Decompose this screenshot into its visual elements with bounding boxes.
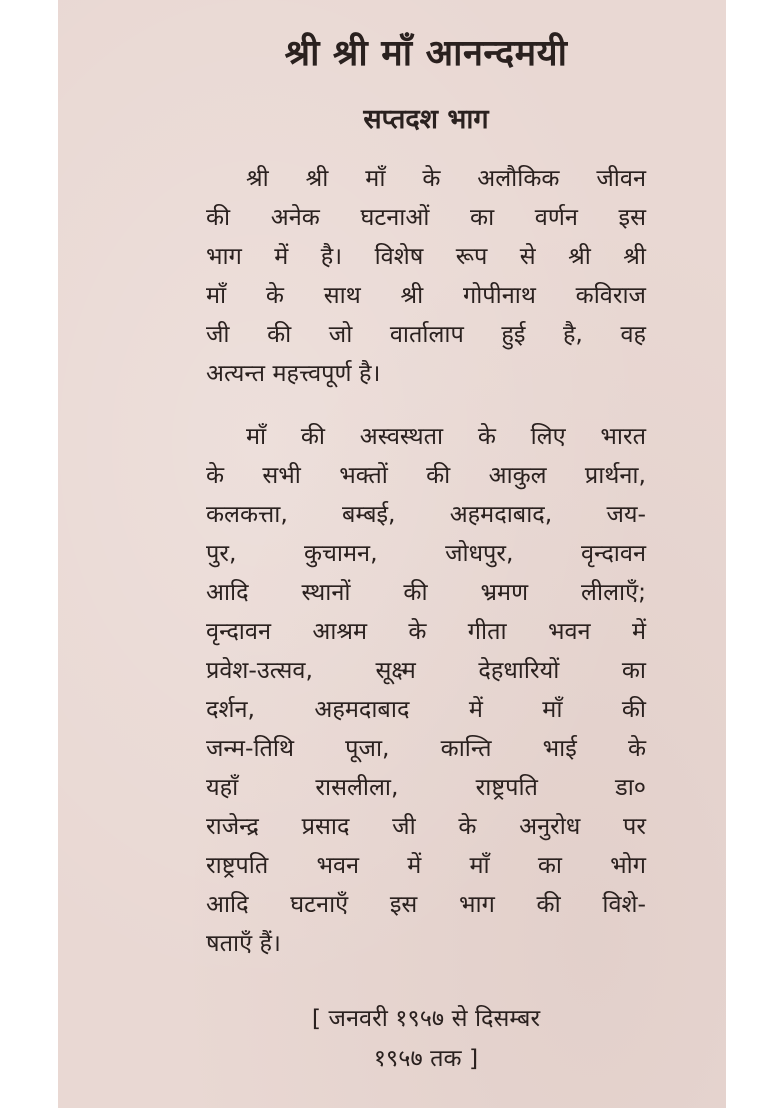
paragraph-line: माँ के साथ श्री गोपीनाथ कविराज (206, 281, 646, 309)
paragraph-line: भाग में है। विशेष रूप से श्री श्री (206, 242, 646, 270)
volume-subtitle: सप्तदश भाग (363, 104, 489, 135)
paragraph-line: अत्यन्त महत्त्वपूर्ण है। (206, 359, 381, 387)
paragraph-line: राजेन्द्र प्रसाद जी के अनुरोध पर (206, 812, 646, 840)
paragraph-line: प्रवेश-उत्सव, सूक्ष्म देहधारियों का (206, 656, 646, 684)
paragraph-line: वृन्दावन आश्रम के गीता भवन में (206, 617, 646, 645)
date-range-line: [ जनवरी १९५७ से दिसम्बर (311, 1004, 541, 1032)
paragraph-line: आदि स्थानों की भ्रमण लीलाएँ; (206, 578, 646, 606)
paragraph-line: कलकत्ता, बम्बई, अहमदाबाद, जय- (206, 500, 646, 528)
date-range-line: १९५७ तक ] (373, 1044, 479, 1072)
paragraph-line: षताएँ हैं। (206, 929, 281, 957)
book-title: श्री श्री माँ आनन्दमयी (284, 33, 568, 74)
paragraph-line: दर्शन, अहमदाबाद में माँ की (206, 695, 646, 723)
paragraph-line: राष्ट्रपति भवन में माँ का भोग (206, 851, 646, 879)
paragraph-line: माँ की अस्वस्थता के लिए भारत (246, 422, 646, 450)
paragraph-line: जन्म-तिथि पूजा, कान्ति भाई के (206, 734, 646, 762)
paragraph-line: श्री श्री माँ के अलौकिक जीवन (246, 164, 646, 192)
paragraph-line: पुर, कुचामन, जोधपुर, वृन्दावन (206, 539, 646, 567)
paragraph-line: आदि घटनाएँ इस भाग की विशे- (206, 890, 646, 918)
paragraph-line: के सभी भक्तों की आकुल प्रार्थना, (206, 461, 646, 489)
book-page (58, 0, 726, 1108)
paragraph-line: जी की जो वार्तालाप हुई है, वह (206, 320, 646, 348)
paragraph-line: की अनेक घटनाओं का वर्णन इस (206, 203, 646, 231)
paragraph-line: यहाँ रासलीला, राष्ट्रपति डा० (206, 773, 646, 801)
